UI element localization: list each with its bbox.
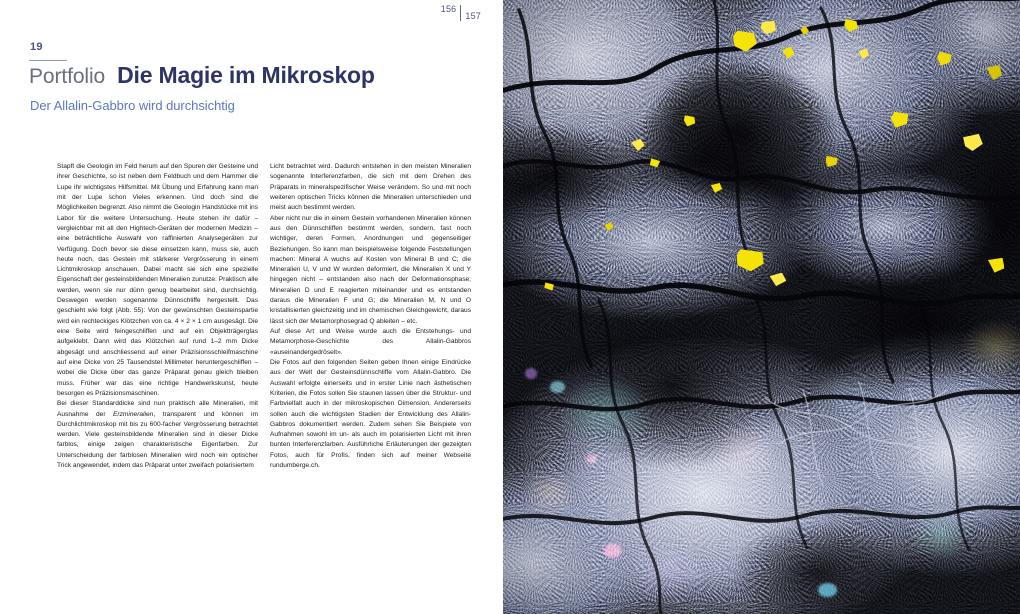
folio <box>441 4 481 21</box>
photo-page <box>503 0 1020 614</box>
body-column-left <box>57 162 258 471</box>
title-kicker: Portfolio <box>29 65 106 88</box>
italic-term: Erzmineralien <box>113 410 154 418</box>
photo-vein-layer <box>503 0 1020 614</box>
magenta-interference-spot <box>604 544 622 558</box>
paragraph-text: , transparent und können im Durchlichtmikroskop mit bis zu 600-facher Vergrösserung betrachtet werden. Viele gesteinsbildende Mineralien sind in dieser Dicke farblos, einige zeigen charakteristische Eigenfarben. Zur Unterscheidung der farblosen Mineralien wird noch ein optischer Trick angewendet, indem das Präparat unter zweifach polarisiertem <box>57 410 259 470</box>
paragraph-text: Bei dieser Standarddicke sind nun praktisch alle Mineralien, mit Ausnahme der <box>57 400 258 418</box>
thin-section-photograph <box>503 0 1020 614</box>
folio-right-page: 157 <box>465 11 481 21</box>
body-column-right <box>270 162 471 471</box>
body-columns <box>57 162 472 471</box>
cyan-interference-spot <box>550 381 566 393</box>
paragraph: Aber nicht nur die in einem Gestein vorhandenen Mineralien können aus den Dünnschliffen bestimmt werden, sondern, fast noch wichtiger, deren Formen, Anordnungen und gegenseitiger Beziehungen. So kann man beispielsweise folgende Feststellungen machen: Mineral A wuchs auf Kosten von Mineral B und C; die Mineralien U, V und W wurden deformiert, die Mineralien X und Y hingegen nicht – entstanden also nach der Deformationsphase; Mineralien D und E reagierten miteinander und es entstanden daraus die Mineralien F und G; die Mineralien M, N und O kristallisierten gleichzeitig und im chemischen Gleichgewicht, daraus lässt sich der Metamorphosegrad Q ableiten – etc. <box>270 214 471 325</box>
text-page <box>0 0 503 614</box>
paragraph: Auf diese Art und Weise wurde auch die Entstehungs- und Metamorphose-Geschichte des Allalin-Gabbros «auseinandergedröselt». <box>270 328 471 356</box>
folio-left-page: 156 <box>440 4 457 14</box>
paragraph: Licht betrachtet wird. Dadurch entstehen in den meisten Mineralien sogenannte Interferenzfarben, die sich mit dem Drehen des Präparats in mineralspezifischer Weise verändern. So und mit noch weiteren optischen Tricks können die Mineralien unterschieden und meist auch bestimmt werden. <box>270 163 471 212</box>
title-headline: Die Magie im Mikroskop <box>117 62 375 88</box>
page-subtitle: Der Allalin-Gabbro wird durchsichtig <box>30 98 235 113</box>
chapter-rule <box>29 60 67 61</box>
cyan-interference-spot <box>818 583 837 597</box>
paragraph: Die Fotos auf den folgenden Seiten geben Ihnen einige Eindrücke aus der Welt der Gesteinsdünnschliffe vom Allalin-Gabbro. Die Auswahl erfolgte einerseits und in erster Linie nach ästhetischen Kriterien, die Fotos sollen Sie staunen lassen über die Struktur- und Farbvielfalt auch in der mikroskopischen Dimension. Andererseits sollen auch die wichtigsten Stadien der Entwicklung des Allalin-Gabbros dokumentiert werden. Zudem sehen Sie Beispiele von Aufnahmen sowohl im un- als auch im polarisierten Licht mit ihren bunten Interferenzfarben. Ausführliche Erläuterungen der gezeigten Fotos, auch für Profis, finden sich auf meiner Webseite rundumberge.ch. <box>270 358 471 470</box>
chapter-number: 19 <box>30 41 43 53</box>
paragraph <box>57 399 258 471</box>
paragraph: Stapft die Geologin im Feld herum auf den Spuren der Gesteine und ihrer Geschichte, so ist neben dem Feldbuch und dem Hammer die Lupe ihr wichtigstes Hilfsmittel. Mit Übung und Erfahrung kann man mit der Lupe schon Vieles erkennen. Und doch sind die Möglichkeiten begrenzt. Also nimmt die Geologin Handstücke mit ins Labor für die weitere Untersuchung. Heute stehen ihr dafür – vergleichbar mit all den Hightech-Geräten der modernen Medizin – eine beträchtliche Auswahl von raffinierten Analysegeräten zur Verfügung. Doch bevor sie diese einsetzen kann, muss sie, auch heute noch, das Gestein mit stärkerer Vergrösserung in einem Lichtmikroskop anschauen. Dabei macht sie sich eine spezielle Eigenschaft der gesteinsbildenden Mineralien zunutze: Praktisch alle werden, wenn sie nur dünn genug bearbeitet sind, durchsichtig. Deswegen werden sogenannte Dünnschliffe hergestellt. Das geschieht wie folgt (Abb. 55): Von der gewünschten Gesteinspartie wird ein rechteckiges Klötzchen von ca. 4 × 2 × 1 cm ausgesägt. Die eine Seite wird feingeschliffen und auf ein Objektträgerglas aufgeklebt. Dann wird das Klötzchen auf rund 1–2 mm Dicke abgesägt und anschliessend auf einer Präzisionsschleifmaschine auf eine Dicke von 25 Tausendstel Millimeter heruntergeschliffen – wobei die Dicke über das ganze Präparat genau gleich bleiben muss. Früher war das eine richtige Handwerkskunst, heute besorgen es Präzisionsmaschinen. <box>57 163 258 397</box>
page-title <box>29 62 375 89</box>
